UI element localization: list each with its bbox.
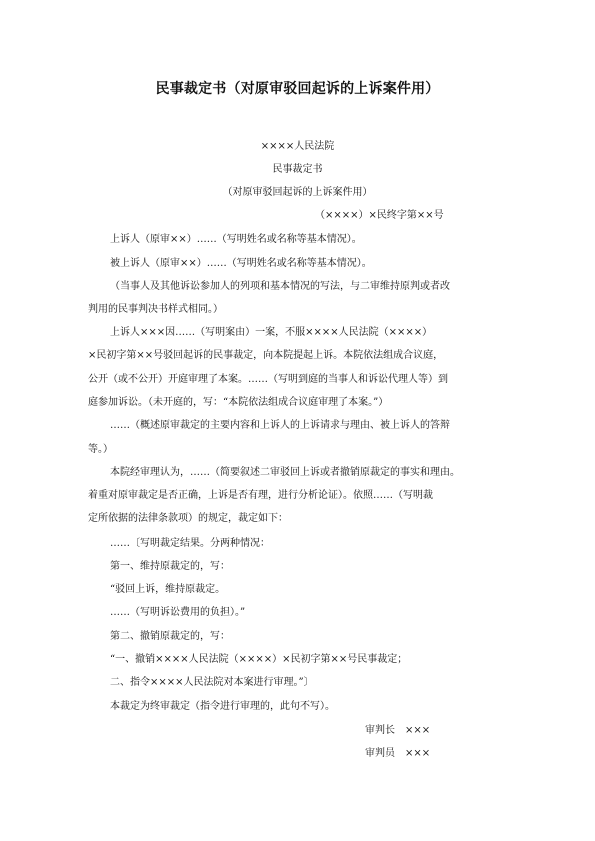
body-line: “驳回上诉，维持原裁定。 xyxy=(110,584,226,595)
court-name: ××××人民法院 xyxy=(260,141,335,152)
document-subtitle: （对原审驳回起诉的上诉案件用） xyxy=(222,187,373,198)
signature-line: 审判员 ××× xyxy=(365,748,431,759)
body-line: 二、指令××××人民法院对本案进行审理。”〕 xyxy=(110,677,314,688)
body-line: “一、撤销××××人民法院（××××）×民初字第××号民事裁定； xyxy=(110,654,408,665)
body-line: 第二、撤销原裁定的，写： xyxy=(110,631,230,642)
page-title: 民事裁定书（对原审驳回起诉的上诉案件用） xyxy=(155,81,440,97)
body-line: 上诉人×××因……（写明案由）一案，不服××××人民法院（××××） xyxy=(110,327,433,338)
case-number: （××××）×民终字第××号 xyxy=(315,210,444,221)
body-line: 公开（或不公开）开庭审理了本案。……（写明到庭的当事人和诉讼代理人等）到 xyxy=(88,374,448,385)
body-line: ……（概述原审裁定的主要内容和上诉人的上诉请求与理由、被上诉人的答辩 xyxy=(110,420,450,431)
body-line: ×民初字第××号驳回起诉的民事裁定，向本院提起上诉。本院依法组成合议庭， xyxy=(88,350,444,361)
body-line: 上诉人（原审××）……（写明姓名或名称等基本情况）。 xyxy=(110,234,362,245)
signature-line: 审判长 ××× xyxy=(365,725,431,736)
body-line: 着重对原审裁定是否正确，上诉是否有理，进行分析论证）。依照……（写明裁 xyxy=(88,490,433,501)
body-line: ……（写明诉讼费用的负担）。” xyxy=(110,607,246,618)
body-line: ……〔写明裁定结果。分两种情况： xyxy=(110,538,270,549)
body-line: （当事人及其他诉讼参加人的列项和基本情况的写法，与二审维持原判或者改 xyxy=(110,281,450,292)
document-type: 民事裁定书 xyxy=(272,164,323,175)
body-line: 等。） xyxy=(88,444,113,455)
body-line: 本裁定为终审裁定（指令进行审理的，此句不写）。 xyxy=(110,701,335,712)
body-line: 被上诉人（原审××）……（写明姓名或名称等基本情况）。 xyxy=(110,258,372,269)
body-line: 第一、维持原裁定的，写： xyxy=(110,561,230,572)
body-line: 庭参加诉讼。（未开庭的，写：“本院依法组成合议庭审理了本案。”） xyxy=(88,397,389,408)
body-line: 定所依据的法律条款项）的规定，裁定如下： xyxy=(88,513,288,524)
body-line: 判用的民事判决书样式相同。） xyxy=(88,304,223,315)
body-line: 本院经审理认为，……（简要叙述二审驳回上诉或者撤销原裁定的事实和理由。 xyxy=(110,467,460,478)
